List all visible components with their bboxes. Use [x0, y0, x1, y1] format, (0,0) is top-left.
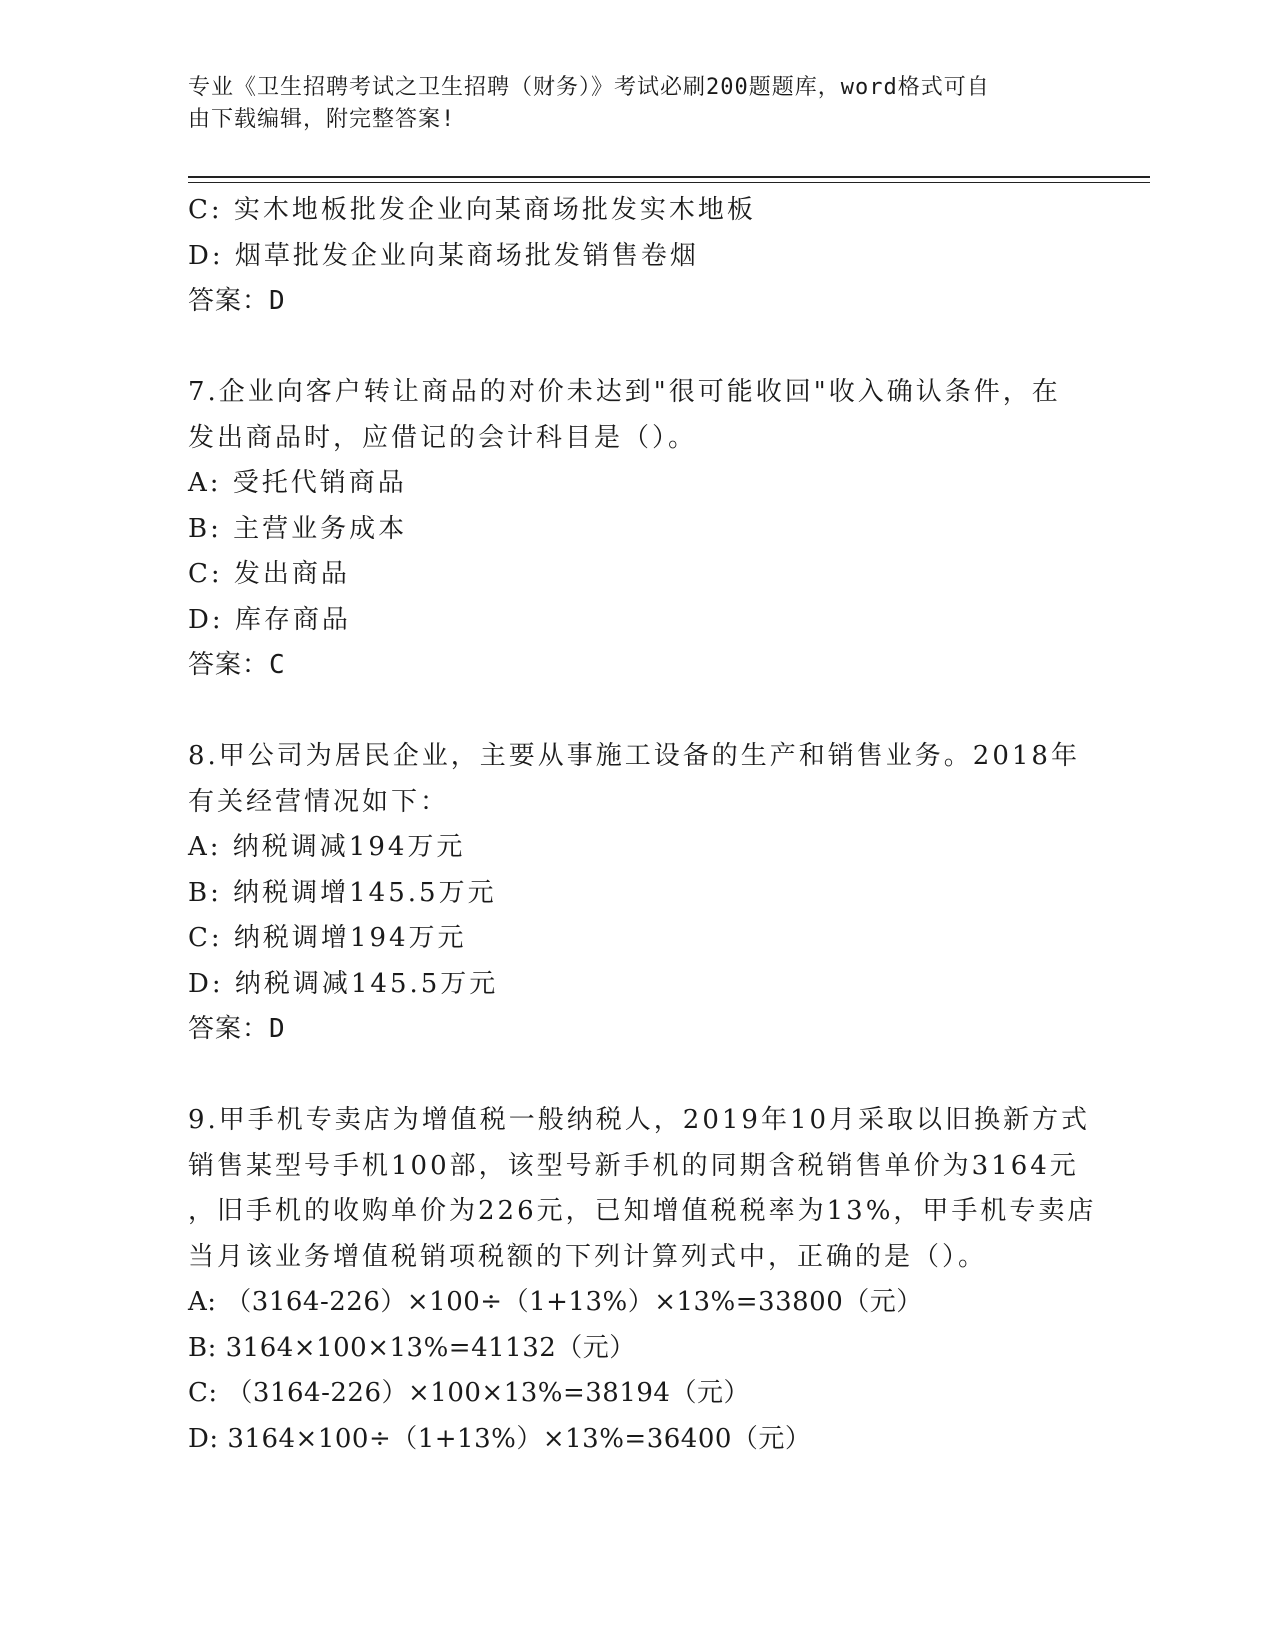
header-line-2: 由下载编辑，附完整答案! — [188, 107, 456, 132]
question-stem-line: 销售某型号手机100部，该型号新手机的同期含税销售单价为3164元 — [188, 1150, 1079, 1181]
question-stem-line: 有关经营情况如下： — [188, 786, 450, 817]
header-divider-thick — [188, 176, 1150, 178]
option-d: D: 纳税调减145.5万元 — [188, 968, 499, 999]
question-6-tail — [188, 188, 1088, 325]
answer-line: 答案：D — [188, 1014, 286, 1044]
question-stem-line: 当月该业务增值税销项税额的下列计算列式中，正确的是（）。 — [188, 1241, 988, 1272]
question-stem-line: 9.甲手机专卖店为增值税一般纳税人，2019年10月采取以旧换新方式 — [188, 1105, 1091, 1135]
option-b: B: 主营业务成本 — [188, 513, 408, 544]
answer-line: 答案：D — [188, 286, 286, 316]
option-c: C: 发出商品 — [188, 559, 350, 589]
spacer — [188, 1053, 1088, 1099]
header-line-1: 专业《卫生招聘考试之卫生招聘（财务）》考试必刷200题题库，word格式可自 — [188, 75, 990, 100]
option-d: D: 库存商品 — [188, 604, 351, 635]
question-8 — [188, 734, 1088, 1053]
option-a: A: 纳税调减194万元 — [188, 832, 466, 862]
option-c: C: （3164-226）×100×13%=38194（元） — [188, 1378, 750, 1408]
header-divider-thin — [188, 182, 1150, 183]
answer-line: 答案：C — [188, 650, 286, 680]
option-d: D: 3164×100÷（1+13%）×13%=36400（元） — [188, 1423, 812, 1454]
option-b: B: 3164×100×13%=41132（元） — [188, 1332, 636, 1363]
question-list — [188, 188, 1097, 1462]
question-stem-line: 8.甲公司为居民企业，主要从事施工设备的生产和销售业务。2018年 — [188, 741, 1080, 771]
question-stem-line: 发出商品时，应借记的会计科目是（）。 — [188, 422, 698, 453]
option-a: A: （3164-226）×100÷（1+13%）×13%=33800（元） — [188, 1287, 923, 1317]
option-c: C: 实木地板批发企业向某商场批发实木地板 — [188, 195, 756, 225]
spacer — [188, 689, 1088, 735]
option-d: D: 烟草批发企业向某商场批发销售卷烟 — [188, 240, 699, 271]
question-7 — [188, 370, 1088, 689]
option-c: C: 纳税调增194万元 — [188, 923, 467, 953]
question-stem-line: 7.企业向客户转让商品的对价未达到"很可能收回"收入确认条件，在 — [188, 377, 1061, 407]
option-b: B: 纳税调增145.5万元 — [188, 877, 497, 908]
option-a: A: 受托代销商品 — [188, 468, 407, 498]
question-9 — [188, 1098, 1097, 1462]
spacer — [188, 325, 1088, 371]
question-stem-line: ，旧手机的收购单价为226元，已知增值税税率为13%，甲手机专卖店 — [188, 1196, 1097, 1226]
document-header — [188, 72, 1068, 136]
